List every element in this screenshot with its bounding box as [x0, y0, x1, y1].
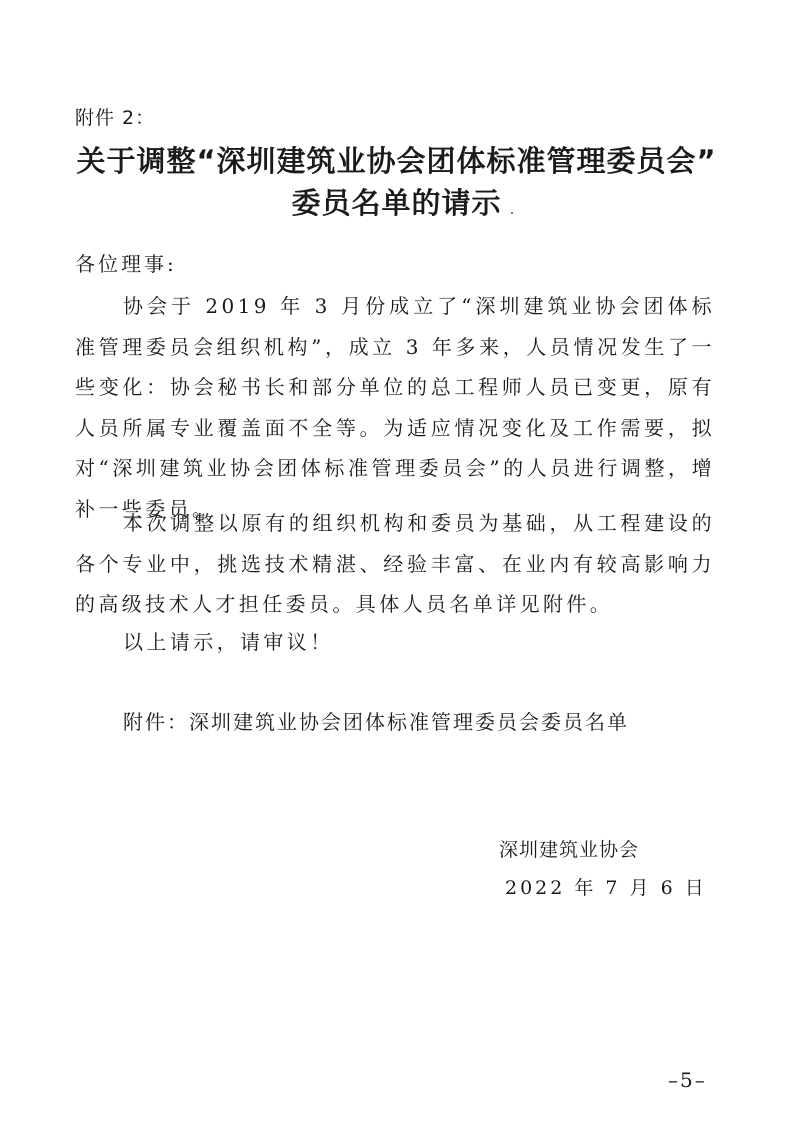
document-title-line-2: 委员名单的请示	[291, 186, 502, 220]
signature-date: 2022 年 7 月 6 日	[505, 877, 707, 899]
salutation: 各位理事:	[75, 252, 177, 276]
scan-speck	[511, 212, 513, 214]
document-title-line-1: 关于调整“深圳建筑业协会团体标准管理委员会”	[76, 144, 717, 178]
page-number: –5–	[668, 1068, 707, 1092]
body-paragraph-1: 协会于 2019 年 3 月份成立了“深圳建筑业协会团体标准管理委员会组织机构”，成立 3 年多来，人员情况发生了一些变化：协会秘书长和部分单位的总工程师人员已变更，原有人员所属专业覆盖面不全等。为适应情况变化及工作需要，拟对“深圳建筑业协会团体标准管理委员会”的人员进行调整，增补一些委员。	[75, 294, 715, 521]
body-paragraph-3: 以上请示，请审议！	[123, 630, 334, 654]
attachment-label: 附件 2：	[75, 107, 156, 129]
signature-organization: 深圳建筑业协会	[499, 839, 640, 861]
attachment-reference: 附件：深圳建筑业协会团体标准管理委员会委员名单	[123, 710, 629, 734]
body-paragraph-2: 本次调整以原有的组织机构和委员为基础，从工程建设的各个专业中，挑选技术精湛、经验丰富、在业内有较高影响力的高级技术人才担任委员。具体人员名单详见附件。	[75, 511, 715, 616]
